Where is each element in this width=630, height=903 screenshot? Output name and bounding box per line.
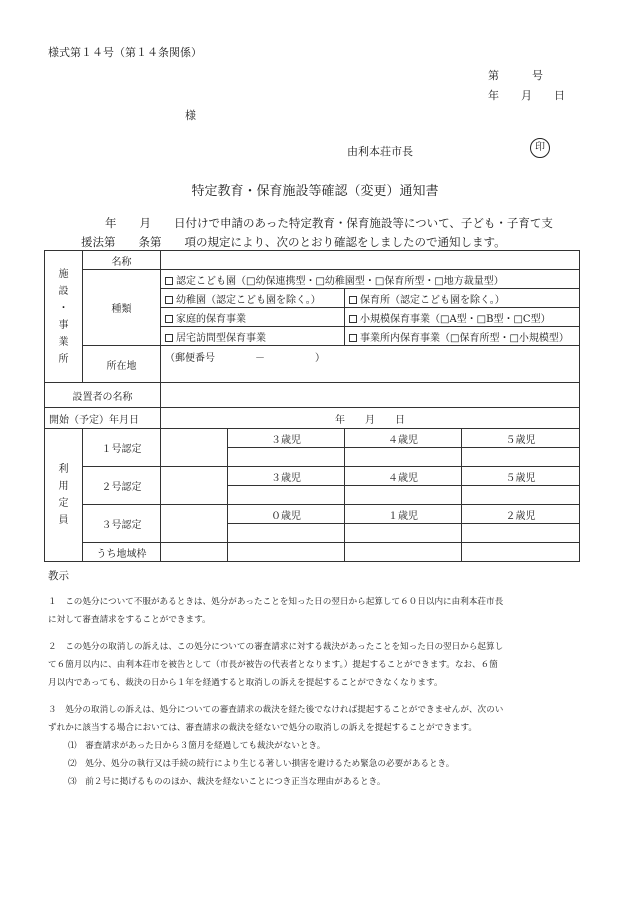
name-value[interactable]	[161, 251, 580, 270]
checkbox-icon	[165, 315, 173, 323]
capacity-cell[interactable]	[462, 543, 580, 562]
type-option-jigyosho[interactable]: 事業所内保育事業（□保育所型・□小規模型）	[345, 327, 580, 346]
age-header: ３歳児	[228, 467, 345, 486]
table-row	[45, 408, 580, 429]
confirmation-table	[44, 250, 580, 562]
document-date-line: 年 月 日	[488, 89, 565, 102]
table-row	[45, 383, 580, 408]
type-label: 種類	[83, 270, 161, 346]
location-value[interactable]	[161, 346, 580, 383]
notice-1-line-2: に対して審査請求をすることができます。	[48, 615, 211, 625]
document-title: 特定教育・保育施設等確認（変更）通知書	[191, 184, 439, 199]
capacity-cell[interactable]	[228, 486, 345, 505]
table-row	[45, 251, 580, 270]
capacity-group-label: 利 用 定 員	[45, 429, 83, 562]
capacity-cell[interactable]	[462, 448, 580, 467]
age-header: ２歳児	[462, 505, 580, 524]
capacity-cell[interactable]	[345, 448, 462, 467]
capacity-cell[interactable]	[228, 448, 345, 467]
start-date-value[interactable]: 年 月 日	[161, 408, 580, 429]
nintei-3-label: ３号認定	[83, 505, 161, 543]
age-header: ０歳児	[228, 505, 345, 524]
type-option-katei[interactable]: 家庭的保育事業	[161, 308, 345, 327]
notice-2-line-3: 月以内であっても、裁決の日から１年を経過すると取消しの訴えを提起することができなくなります。	[48, 678, 443, 688]
table-row	[45, 270, 580, 289]
notice-1-line-1: １ この処分について不服があるときは、処分があったことを知った日の翌日から起算して６０日以内に由利本荘市長	[48, 597, 504, 607]
table-row	[45, 467, 580, 486]
capacity-cell[interactable]	[345, 486, 462, 505]
postal-code-line: （郵便番号 － ）	[165, 353, 325, 364]
notice-2-line-2: て６箇月以内に、由利本荘市を被告として（市長が被告の代表者となります。）提起することができます。なお、６箇	[48, 660, 498, 670]
notice-3-line-1: ３ 処分の取消しの訴えは、処分についての審査請求の裁決を経た後でなければ提起することができませんが、次のい	[48, 705, 504, 715]
location-label: 所在地	[83, 346, 161, 383]
nintei-1-label: １号認定	[83, 429, 161, 467]
notice-3-line-2: ずれかに該当する場合においては、審査請求の裁決を経ないで処分の取消しの訴えを提起することができます。	[48, 723, 478, 733]
age-header: ５歳児	[462, 467, 580, 486]
capacity-cell[interactable]	[462, 524, 580, 543]
checkbox-icon	[165, 296, 173, 304]
facility-group-label: 施 設 ・ 事 業 所	[45, 251, 83, 383]
table-row	[45, 505, 580, 524]
notice-heading: 教示	[48, 570, 69, 582]
form-number: 様式第１４号（第１４条関係）	[48, 46, 202, 59]
capacity-cell[interactable]	[228, 543, 345, 562]
capacity-cell[interactable]	[228, 524, 345, 543]
issuer-name: 由利本荘市長	[347, 145, 413, 158]
table-row	[45, 429, 580, 448]
founder-value[interactable]	[161, 383, 580, 408]
nintei-2-total[interactable]	[161, 467, 228, 505]
table-row	[45, 346, 580, 383]
checkbox-icon	[349, 296, 357, 304]
notice-3-sub-2: ⑵ 処分、処分の執行又は手続の続行により生じる著しい損害を避けるため緊急の必要があるとき。	[68, 759, 455, 769]
capacity-cell[interactable]	[345, 543, 462, 562]
intro-line-1: 年 月 日付けで申請のあった特定教育・保育施設等について、子ども・子育て支	[105, 216, 553, 230]
type-option-hoikusho[interactable]: 保育所（認定こども園を除く。）	[345, 289, 580, 308]
checkbox-icon	[165, 277, 173, 285]
age-header: ４歳児	[345, 467, 462, 486]
local-quota-total[interactable]	[161, 543, 228, 562]
notice-2-line-1: ２ この処分の取消しの訴えは、この処分についての審査請求に対する裁決があったことを知った日の翌日から起算し	[48, 642, 504, 652]
founder-label: 設置者の名称	[45, 383, 161, 408]
notice-3-sub-3: ⑶ 前２号に掲げるもののほか、裁決を経ないことにつき正当な理由があるとき。	[68, 777, 386, 787]
nintei-2-label: ２号認定	[83, 467, 161, 505]
type-option-kyotaku[interactable]: 居宅訪問型保育事業	[161, 327, 345, 346]
type-option-shoukibo[interactable]: 小規模保育事業（□A型・□B型・□C型）	[345, 308, 580, 327]
type-option-youchien[interactable]: 幼稚園（認定こども園を除く。）	[161, 289, 345, 308]
age-header: ５歳児	[462, 429, 580, 448]
capacity-cell[interactable]	[462, 486, 580, 505]
age-header: １歳児	[345, 505, 462, 524]
addressee-honorific: 様	[185, 109, 196, 122]
local-quota-label: うち地域枠	[83, 543, 161, 562]
nintei-1-total[interactable]	[161, 429, 228, 467]
age-header: ３歳児	[228, 429, 345, 448]
table-row	[45, 543, 580, 562]
notice-3-sub-1: ⑴ 審査請求があった日から３箇月を経過しても裁決がないとき。	[68, 741, 326, 751]
name-label: 名称	[83, 251, 161, 270]
type-option-kodomoen[interactable]: 認定こども園（□幼保連携型・□幼稚園型・□保育所型・□地方裁量型）	[161, 270, 580, 289]
checkbox-icon	[349, 334, 357, 342]
capacity-cell[interactable]	[345, 524, 462, 543]
checkbox-icon	[349, 315, 357, 323]
document-number-line: 第 号	[488, 69, 543, 82]
checkbox-icon	[165, 334, 173, 342]
start-date-label: 開始（予定）年月日	[45, 408, 161, 429]
nintei-3-total[interactable]	[161, 505, 228, 543]
intro-line-2: 援法第 条第 項の規定により、次のとおり確認をしましたので通知します。	[81, 235, 506, 249]
seal-stamp-icon: 印	[530, 138, 550, 158]
age-header: ４歳児	[345, 429, 462, 448]
